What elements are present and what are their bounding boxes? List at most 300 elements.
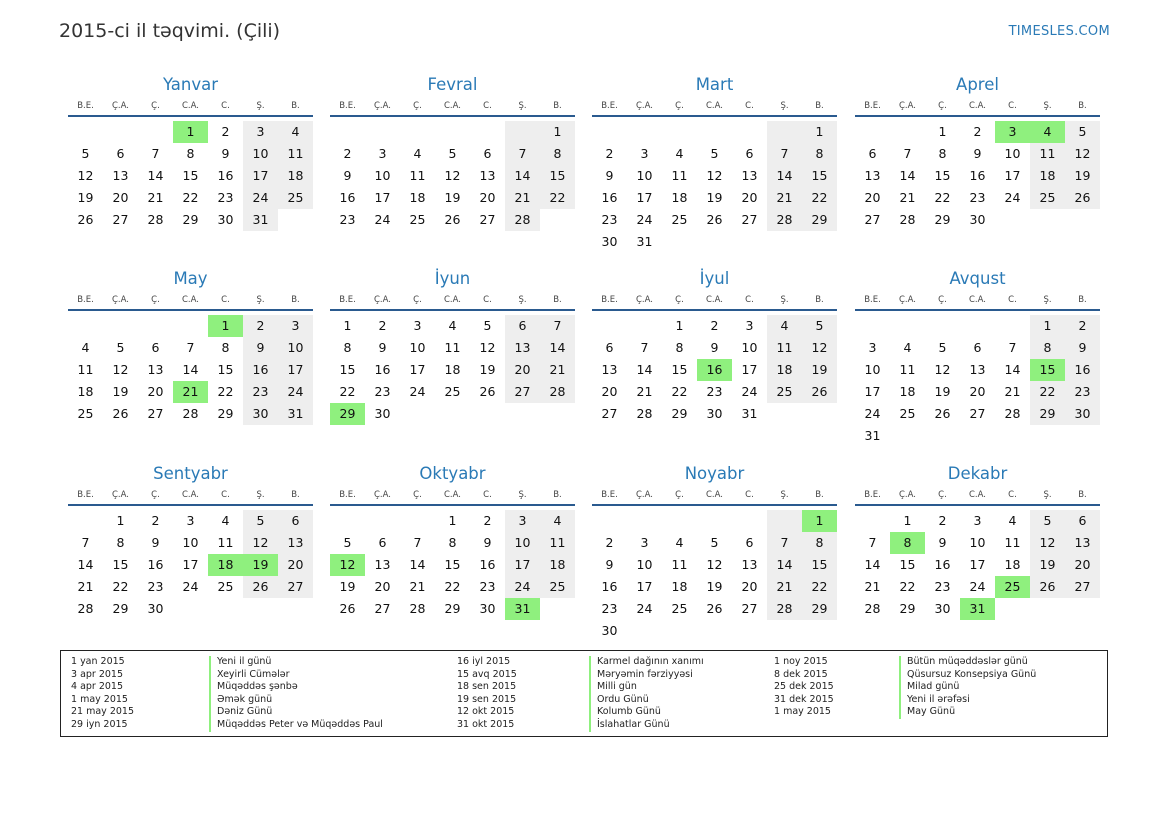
holiday-day-cell: 1 (208, 315, 243, 337)
weekday-label: C.A. (968, 490, 986, 500)
day-cell: 6 (868, 146, 877, 161)
legend-date: 31 okt 2015 (457, 718, 515, 730)
day-cell: 13 (601, 362, 618, 377)
day-cell: 29 (934, 212, 951, 227)
day-cell: 28 (540, 381, 575, 403)
empty-day-cell (365, 121, 400, 143)
brand-link[interactable]: TIMESLES.COM (1008, 24, 1110, 39)
day-cell: 13 (969, 362, 986, 377)
day-cell: 1 (1030, 315, 1065, 337)
legend-holiday-name: Yeni il ərəfəsi (899, 694, 1036, 707)
day-cell: 6 (745, 146, 754, 161)
day-cell: 7 (640, 340, 649, 355)
day-cell: 16 (217, 168, 234, 183)
weekday-header (855, 293, 1100, 311)
legend-holiday-name: İslahatlar Günü (589, 719, 704, 732)
weekday-label: B.E. (77, 101, 94, 111)
day-cell: 5 (1065, 121, 1100, 143)
day-cell: 4 (540, 510, 575, 532)
day-cell: 3 (745, 318, 754, 333)
day-cell: 12 (77, 168, 94, 183)
day-cell: 21 (864, 579, 881, 594)
weekday-label: C. (221, 295, 230, 305)
day-cell: 11 (217, 535, 234, 550)
legend-holiday-name: Kolumb Günü (589, 706, 704, 719)
day-cell: 1 (802, 121, 837, 143)
month-name: Aprel (956, 75, 999, 94)
day-cell: 23 (601, 601, 618, 616)
legend-holiday-name: Ordu Günü (589, 694, 704, 707)
day-cell: 29 (1030, 403, 1065, 425)
day-cell: 17 (636, 579, 653, 594)
legend-date: 4 apr 2015 (71, 681, 124, 693)
empty-day-cell (505, 121, 540, 143)
day-cell: 10 (182, 535, 199, 550)
day-cell: 12 (479, 340, 496, 355)
weekday-header (68, 488, 313, 506)
empty-day-cell (138, 315, 173, 337)
day-cell: 6 (483, 146, 492, 161)
weekday-label: C.A. (443, 101, 461, 111)
day-cell: 30 (147, 601, 164, 616)
empty-day-cell (855, 510, 890, 532)
weekday-header (592, 488, 837, 506)
day-cell: 13 (1065, 532, 1100, 554)
day-cell: 10 (969, 535, 986, 550)
weekday-label: B. (553, 295, 562, 305)
day-cell: 30 (1065, 403, 1100, 425)
day-cell: 24 (969, 579, 986, 594)
day-cell: 29 (802, 598, 837, 620)
day-cell: 16 (339, 190, 356, 205)
day-cell: 26 (1065, 187, 1100, 209)
day-cell: 19 (339, 579, 356, 594)
day-cell: 5 (81, 146, 90, 161)
day-cell: 14 (147, 168, 164, 183)
weekday-label: Ç.A. (635, 101, 653, 111)
day-cell: 14 (409, 557, 426, 572)
legend-dates-col-3 (774, 656, 834, 719)
day-cell: 13 (864, 168, 881, 183)
day-cell: 5 (710, 535, 719, 550)
day-cell: 15 (112, 557, 129, 572)
day-cell: 28 (77, 601, 94, 616)
day-cell: 4 (903, 340, 912, 355)
month-name: İyul (699, 269, 730, 288)
day-cell: 2 (1065, 315, 1100, 337)
day-cell: 19 (1065, 165, 1100, 187)
day-cell: 9 (1065, 337, 1100, 359)
weekday-label: Ş. (256, 490, 265, 500)
day-cell: 24 (409, 384, 426, 399)
weekday-label: C.A. (705, 490, 723, 500)
day-cell: 22 (934, 190, 951, 205)
weekday-label: Ş. (518, 101, 527, 111)
day-cell: 16 (1065, 359, 1100, 381)
empty-day-cell (592, 510, 627, 532)
day-cell: 3 (973, 513, 982, 528)
weekday-header (68, 99, 313, 117)
day-cell: 26 (77, 212, 94, 227)
day-grid (330, 121, 575, 231)
legend-date: 16 iyl 2015 (457, 656, 511, 667)
day-cell: 15 (182, 168, 199, 183)
day-cell: 16 (969, 168, 986, 183)
day-cell: 30 (479, 601, 496, 616)
weekday-label: B. (291, 295, 300, 305)
day-cell: 23 (479, 579, 496, 594)
page-title: 2015-ci il təqvimi. (Çili) (59, 20, 281, 42)
day-cell: 23 (934, 579, 951, 594)
day-cell: 8 (540, 143, 575, 165)
day-cell: 27 (374, 601, 391, 616)
month-name: Oktyabr (419, 464, 486, 483)
day-cell: 7 (868, 535, 877, 550)
day-cell: 25 (409, 212, 426, 227)
day-cell: 12 (706, 168, 723, 183)
day-cell: 20 (1065, 554, 1100, 576)
day-cell: 25 (1030, 187, 1065, 209)
day-cell: 3 (640, 535, 649, 550)
day-cell: 15 (339, 362, 356, 377)
weekday-label: C.A. (968, 295, 986, 305)
day-cell: 28 (767, 598, 802, 620)
day-cell: 11 (671, 557, 688, 572)
day-cell: 12 (1065, 143, 1100, 165)
day-cell: 21 (636, 384, 653, 399)
weekday-label: Ç.A. (898, 295, 916, 305)
weekday-label: B.E. (339, 101, 356, 111)
day-cell: 29 (444, 601, 461, 616)
day-cell: 6 (151, 340, 160, 355)
day-cell: 24 (182, 579, 199, 594)
day-cell: 2 (221, 124, 230, 139)
empty-day-cell (662, 121, 697, 143)
empty-day-cell (925, 315, 960, 337)
month-block (68, 268, 313, 425)
day-cell: 22 (802, 187, 837, 209)
day-cell: 26 (339, 601, 356, 616)
day-cell: 14 (540, 337, 575, 359)
day-cell: 21 (899, 190, 916, 205)
day-cell: 14 (864, 557, 881, 572)
day-cell: 7 (151, 146, 160, 161)
day-cell: 24 (505, 576, 540, 598)
day-cell: 21 (767, 187, 802, 209)
weekday-label: Ç. (413, 101, 422, 111)
day-cell: 12 (934, 362, 951, 377)
day-cell: 2 (973, 124, 982, 139)
weekday-header (592, 99, 837, 117)
day-cell: 21 (505, 187, 540, 209)
empty-day-cell (68, 510, 103, 532)
day-cell: 18 (767, 359, 802, 381)
weekday-label: C. (745, 101, 754, 111)
empty-day-cell (330, 510, 365, 532)
empty-day-cell (662, 510, 697, 532)
day-cell: 23 (339, 212, 356, 227)
weekday-label: Ç. (938, 101, 947, 111)
day-cell: 6 (973, 340, 982, 355)
day-cell: 30 (217, 212, 234, 227)
month-block (330, 463, 575, 620)
empty-day-cell (400, 121, 435, 143)
weekday-label: B. (553, 490, 562, 500)
day-cell: 25 (77, 406, 94, 421)
weekday-label: B.E. (601, 101, 618, 111)
day-cell: 3 (413, 318, 422, 333)
holiday-day-cell: 31 (505, 598, 540, 620)
day-cell: 2 (938, 513, 947, 528)
day-cell: 24 (636, 601, 653, 616)
day-cell: 15 (802, 165, 837, 187)
empty-day-cell (767, 510, 802, 532)
month-block (330, 268, 575, 425)
weekday-header (855, 488, 1100, 506)
day-cell: 5 (802, 315, 837, 337)
day-cell: 14 (767, 165, 802, 187)
day-cell: 2 (243, 315, 278, 337)
day-cell: 24 (243, 187, 278, 209)
day-grid (592, 315, 837, 425)
month-block (592, 268, 837, 425)
weekday-label: Ç. (938, 490, 947, 500)
empty-day-cell (592, 315, 627, 337)
day-cell: 20 (741, 579, 758, 594)
day-cell: 2 (151, 513, 160, 528)
day-cell: 24 (864, 406, 881, 421)
day-cell: 18 (671, 190, 688, 205)
weekday-label: Ş. (780, 101, 789, 111)
day-cell: 26 (802, 381, 837, 403)
day-cell: 28 (147, 212, 164, 227)
day-cell: 23 (147, 579, 164, 594)
day-cell: 18 (540, 554, 575, 576)
empty-day-cell (435, 121, 470, 143)
day-cell: 11 (1004, 535, 1021, 550)
day-cell: 12 (706, 557, 723, 572)
day-cell: 19 (77, 190, 94, 205)
day-cell: 8 (343, 340, 352, 355)
day-cell: 1 (675, 318, 684, 333)
day-cell: 2 (710, 318, 719, 333)
empty-day-cell (68, 315, 103, 337)
empty-day-cell (627, 121, 662, 143)
day-cell: 25 (444, 384, 461, 399)
day-cell: 9 (973, 146, 982, 161)
day-grid (855, 315, 1100, 447)
day-cell: 14 (899, 168, 916, 183)
weekday-label: Ş. (518, 295, 527, 305)
day-cell: 12 (243, 532, 278, 554)
day-cell: 11 (767, 337, 802, 359)
weekday-header (330, 293, 575, 311)
day-grid (592, 510, 837, 642)
day-cell: 8 (938, 146, 947, 161)
legend-date: 15 avq 2015 (457, 668, 517, 680)
day-cell: 7 (767, 532, 802, 554)
day-cell: 11 (1030, 143, 1065, 165)
day-cell: 31 (636, 234, 653, 249)
day-cell: 24 (741, 384, 758, 399)
legend-dates-col-1 (71, 656, 134, 732)
empty-day-cell (890, 121, 925, 143)
weekday-header (68, 293, 313, 311)
day-cell: 15 (444, 557, 461, 572)
day-cell: 20 (479, 190, 496, 205)
day-cell: 24 (374, 212, 391, 227)
day-cell: 17 (278, 359, 313, 381)
weekday-label: C.A. (181, 295, 199, 305)
weekday-label: Ç. (151, 101, 160, 111)
weekday-label: C. (745, 295, 754, 305)
day-cell: 6 (278, 510, 313, 532)
day-cell: 6 (116, 146, 125, 161)
day-cell: 22 (540, 187, 575, 209)
day-cell: 11 (278, 143, 313, 165)
day-cell: 10 (505, 532, 540, 554)
legend-holiday-name: Yeni il günü (209, 656, 383, 669)
holiday-day-cell: 1 (802, 510, 837, 532)
day-cell: 5 (1030, 510, 1065, 532)
legend-names-col-3 (899, 656, 1036, 719)
day-grid (68, 121, 313, 231)
day-cell: 17 (505, 554, 540, 576)
day-cell: 3 (640, 146, 649, 161)
day-cell: 9 (151, 535, 160, 550)
legend-date: 1 may 2015 (774, 706, 831, 718)
day-cell: 27 (147, 406, 164, 421)
day-cell: 10 (1004, 146, 1021, 161)
day-cell: 5 (938, 340, 947, 355)
day-cell: 21 (409, 579, 426, 594)
day-cell: 29 (671, 406, 688, 421)
day-cell: 26 (243, 576, 278, 598)
day-cell: 28 (505, 209, 540, 231)
day-cell: 21 (1004, 384, 1021, 399)
day-cell: 28 (182, 406, 199, 421)
day-cell: 15 (934, 168, 951, 183)
day-cell: 28 (899, 212, 916, 227)
empty-day-cell (330, 121, 365, 143)
day-cell: 25 (278, 187, 313, 209)
legend-holiday-name: Xeyirli Cümələr (209, 669, 383, 682)
day-cell: 27 (864, 212, 881, 227)
legend-holiday-name: Karmel dağının xanımı (589, 656, 704, 669)
day-cell: 21 (540, 359, 575, 381)
weekday-label: C.A. (181, 490, 199, 500)
legend-dates-col-2 (457, 656, 517, 732)
month-name: Dekabr (947, 464, 1008, 483)
legend-holiday-name: Qüsursuz Konsepsiya Günü (899, 669, 1036, 682)
day-cell: 14 (505, 165, 540, 187)
day-cell: 11 (671, 168, 688, 183)
weekday-label: Ç.A. (898, 101, 916, 111)
day-cell: 27 (505, 381, 540, 403)
day-cell: 12 (802, 337, 837, 359)
day-cell: 26 (444, 212, 461, 227)
weekday-label: Ş. (518, 490, 527, 500)
month-block (855, 268, 1100, 447)
empty-day-cell (960, 315, 995, 337)
day-cell: 17 (741, 362, 758, 377)
legend-date: 12 okt 2015 (457, 706, 515, 718)
month-block (68, 74, 313, 231)
day-cell: 23 (601, 212, 618, 227)
month-name: İyun (434, 269, 471, 288)
weekday-label: Ç.A. (111, 490, 129, 500)
month-name: Yanvar (162, 75, 219, 94)
weekday-header (330, 488, 575, 506)
day-cell: 30 (243, 403, 278, 425)
day-cell: 19 (706, 190, 723, 205)
legend-holiday-name: Dəniz Günü (209, 706, 383, 719)
day-cell: 8 (186, 146, 195, 161)
weekday-label: C.A. (443, 295, 461, 305)
empty-day-cell (732, 121, 767, 143)
day-cell: 7 (540, 315, 575, 337)
day-cell: 2 (343, 146, 352, 161)
empty-day-cell (103, 315, 138, 337)
day-grid (855, 510, 1100, 620)
day-cell: 16 (601, 579, 618, 594)
day-cell: 25 (217, 579, 234, 594)
day-cell: 18 (1030, 165, 1065, 187)
weekday-label: Ç. (413, 295, 422, 305)
legend-date: 8 dek 2015 (774, 668, 828, 680)
day-cell: 8 (675, 340, 684, 355)
day-grid (855, 121, 1100, 231)
weekday-label: C. (483, 295, 492, 305)
weekday-label: C. (483, 490, 492, 500)
day-cell: 20 (278, 554, 313, 576)
day-cell: 10 (409, 340, 426, 355)
day-cell: 27 (969, 406, 986, 421)
day-cell: 16 (243, 359, 278, 381)
day-cell: 4 (767, 315, 802, 337)
day-cell: 11 (77, 362, 94, 377)
day-cell: 23 (1065, 381, 1100, 403)
day-cell: 11 (444, 340, 461, 355)
weekday-label: Ç. (938, 295, 947, 305)
weekday-label: B. (291, 101, 300, 111)
day-cell: 30 (601, 623, 618, 638)
day-cell: 27 (1065, 576, 1100, 598)
day-cell: 20 (112, 190, 129, 205)
day-cell: 31 (741, 406, 758, 421)
legend-holiday-name: May Günü (899, 706, 1036, 719)
day-cell: 6 (1065, 510, 1100, 532)
day-cell: 1 (116, 513, 125, 528)
day-cell: 10 (864, 362, 881, 377)
day-cell: 9 (938, 535, 947, 550)
day-cell: 7 (413, 535, 422, 550)
day-cell: 30 (374, 406, 391, 421)
month-block (68, 463, 313, 620)
holiday-day-cell: 4 (1030, 121, 1065, 143)
day-cell: 13 (741, 557, 758, 572)
day-cell: 10 (374, 168, 391, 183)
day-cell: 4 (413, 146, 422, 161)
day-cell: 17 (374, 190, 391, 205)
legend-names-col-2 (589, 656, 704, 732)
day-cell: 7 (81, 535, 90, 550)
legend-date: 1 noy 2015 (774, 656, 828, 667)
day-cell: 18 (409, 190, 426, 205)
weekday-label: Ç. (151, 295, 160, 305)
day-cell: 26 (1030, 576, 1065, 598)
day-cell: 17 (182, 557, 199, 572)
